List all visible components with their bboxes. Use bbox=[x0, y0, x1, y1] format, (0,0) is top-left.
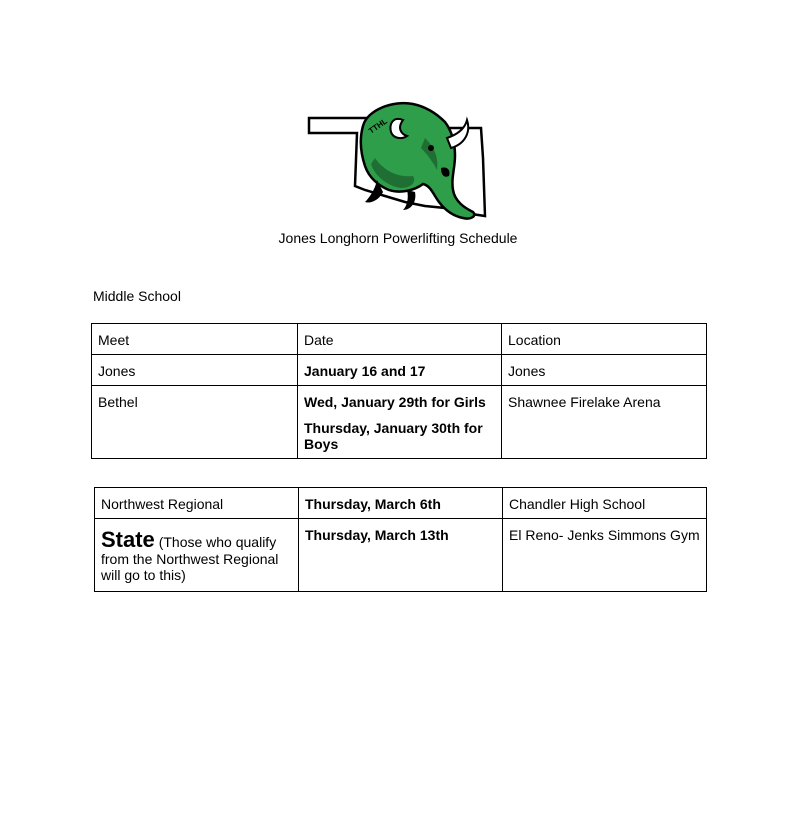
svg-text:TTHL: TTHL bbox=[366, 116, 389, 136]
location-cell: Jones bbox=[502, 355, 707, 386]
meet-cell bbox=[95, 519, 299, 592]
date-line-girls: Wed, January 29th for Girls bbox=[304, 394, 486, 410]
date-cell bbox=[298, 386, 502, 459]
section-label-middle-school: Middle School bbox=[93, 288, 181, 304]
location-cell: Shawnee Firelake Arena bbox=[502, 386, 707, 459]
page-title: Jones Longhorn Powerlifting Schedule bbox=[278, 230, 518, 246]
state-meet-label: State bbox=[101, 527, 155, 552]
meet-cell: Bethel bbox=[92, 386, 298, 459]
header-meet: Meet bbox=[92, 324, 298, 355]
date-cell: January 16 and 17 bbox=[298, 355, 502, 386]
table-row bbox=[95, 488, 707, 519]
table-row bbox=[95, 519, 707, 592]
schedule-table-postseason bbox=[94, 487, 707, 592]
meet-cell: Jones bbox=[92, 355, 298, 386]
schedule-table-middle-school bbox=[91, 323, 707, 459]
meet-cell: Northwest Regional bbox=[95, 488, 299, 519]
table-row bbox=[92, 355, 707, 386]
table-row bbox=[92, 386, 707, 459]
date-cell: Thursday, March 13th bbox=[299, 519, 503, 592]
longhorn-bull-logo-icon bbox=[305, 98, 490, 223]
date-cell: Thursday, March 6th bbox=[299, 488, 503, 519]
header-location: Location bbox=[502, 324, 707, 355]
date-line-boys: Thursday, January 30th for Boys bbox=[304, 420, 483, 452]
location-cell: El Reno- Jenks Simmons Gym bbox=[503, 519, 707, 592]
location-cell: Chandler High School bbox=[503, 488, 707, 519]
header-date: Date bbox=[298, 324, 502, 355]
state-meet-note: (Those who qualify from the Northwest Regional will go to this) bbox=[101, 534, 279, 583]
table-header-row bbox=[92, 324, 707, 355]
